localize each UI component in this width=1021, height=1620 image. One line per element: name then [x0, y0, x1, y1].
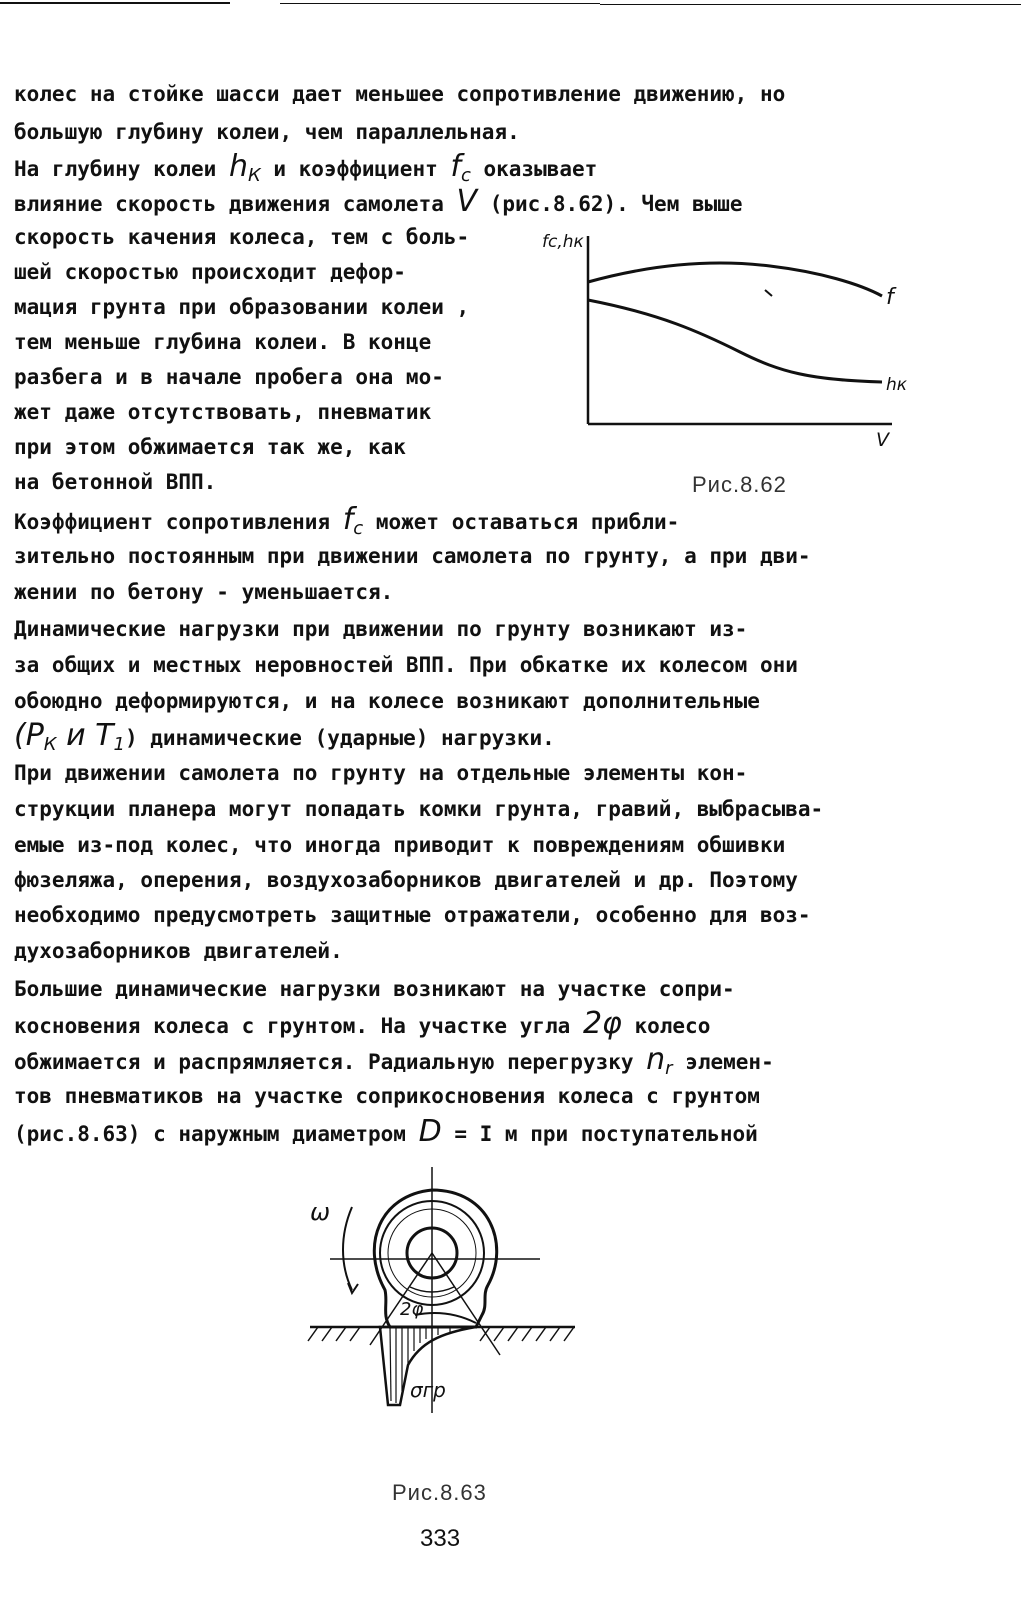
- text-line: [14, 1042, 774, 1083]
- scan-edge-line: [0, 2, 230, 4]
- text-line: [14, 258, 406, 286]
- text-line: [14, 901, 811, 929]
- text-run: влияние скорость движения самолета: [14, 192, 457, 216]
- text-run: элемен-: [672, 1050, 774, 1074]
- omega-label: ω: [310, 1198, 331, 1226]
- text-line: [14, 831, 785, 859]
- math-symbol: и T: [56, 718, 114, 753]
- text-run: емые из-под колес, что иногда приводит к повреждениям обшивки: [14, 833, 786, 857]
- text-line: [14, 502, 680, 543]
- math-subscript: c: [460, 165, 471, 187]
- text-line: [14, 1006, 711, 1041]
- text-run: оказывает: [470, 157, 598, 181]
- text-run: На глубину колеи: [14, 157, 229, 181]
- text-run: зительно постоянным при движении самолета по грунту, а при дви-: [14, 544, 811, 568]
- text-run: шей скоростью происходит дефор-: [14, 260, 406, 284]
- text-line: [14, 184, 743, 219]
- page-number: 333: [420, 1525, 461, 1552]
- figure-8-62-caption: Рис.8.62: [692, 472, 787, 497]
- text-run: Большие динамические нагрузки возникают на участке сопри-: [14, 977, 735, 1001]
- text-line: [14, 149, 598, 190]
- text-line: [14, 223, 469, 251]
- text-line: [14, 398, 431, 426]
- text-run: ) динамические (ударные) нагрузки.: [124, 726, 555, 750]
- math-symbol: D: [418, 1114, 442, 1149]
- text-run: Коэффициент сопротивления: [14, 510, 343, 534]
- figure-8-63: [290, 1165, 610, 1435]
- text-run: необходимо предусмотреть защитные отражатели, особенно для воз-: [14, 903, 811, 927]
- x-axis-label: V: [876, 429, 889, 451]
- math-symbol: n: [646, 1042, 666, 1077]
- math-symbol: V: [456, 184, 478, 219]
- text-run: большую глубину колеи, чем параллельная.: [14, 120, 520, 144]
- text-run: жет даже отсутствовать, пневматик: [14, 400, 432, 424]
- text-run: колес на стойке шасси дает меньшее сопротивление движению, но: [14, 82, 786, 106]
- math-symbol: 2φ: [582, 1006, 622, 1041]
- text-run: фюзеляжа, оперения, воздухозаборников двигателей и др. Поэтому: [14, 868, 798, 892]
- text-run: струкции планера могут попадать комки грунта, гравий, выбрасыва-: [14, 797, 824, 821]
- text-run: жении по бетону - уменьшается.: [14, 580, 394, 604]
- text-run: при этом обжимается так же, как: [14, 435, 406, 459]
- text-run: разбега и в начале пробега она мо-: [14, 365, 444, 389]
- text-line: [14, 687, 760, 715]
- text-run: тов пневматиков на участке соприкосновения колеса с грунтом: [14, 1084, 760, 1108]
- text-run: обоюдно деформируются, и на колесе возникают дополнительные: [14, 689, 760, 713]
- text-line: [14, 118, 520, 146]
- stress-label: σгр: [410, 1378, 446, 1402]
- text-run: тем меньше глубина колеи. В конце: [14, 330, 432, 354]
- text-line: [14, 293, 469, 321]
- math-subscript: К: [247, 165, 261, 187]
- text-line: [14, 975, 735, 1003]
- text-run: обжимается и распрямляется. Радиальную перегрузку: [14, 1050, 647, 1074]
- text-run: духозаборников двигателей.: [14, 939, 343, 963]
- text-line: [14, 651, 798, 679]
- text-run: = I м при поступательной: [441, 1122, 758, 1146]
- math-symbol: (P: [14, 718, 44, 753]
- text-line: [14, 468, 216, 496]
- text-run: (рис.8.63) с наружным диаметром: [14, 1122, 419, 1146]
- math-symbol: f: [450, 149, 461, 184]
- math-subscript: 1: [113, 734, 125, 756]
- text-run: колесо: [621, 1014, 711, 1038]
- y-axis-label: fс,hк: [542, 232, 584, 252]
- text-run: и коэффициент: [260, 157, 451, 181]
- math-subscript: c: [353, 518, 364, 540]
- math-subscript: r: [665, 1058, 673, 1080]
- text-line: [14, 866, 798, 894]
- text-line: [14, 328, 431, 356]
- text-run: Динамические нагрузки при движении по грунту возникают из-: [14, 617, 748, 641]
- text-line: [14, 795, 823, 823]
- text-line: [14, 578, 393, 606]
- text-line: [14, 80, 785, 108]
- text-line: [14, 433, 406, 461]
- text-line: [14, 718, 555, 759]
- math-symbol: h: [228, 149, 248, 184]
- curve-f: [588, 263, 882, 296]
- scan-edge-line: [280, 3, 600, 4]
- text-line: [14, 937, 343, 965]
- angle-label: 2φ: [400, 1299, 424, 1320]
- text-run: скорость качения колеса, тем с боль-: [14, 225, 470, 249]
- curve-h-label: hк: [886, 375, 908, 395]
- figure-8-63-caption: Рис.8.63: [392, 1480, 487, 1505]
- text-run: косновения колеса с грунтом. На участке угла: [14, 1014, 583, 1038]
- text-line: [14, 1082, 760, 1110]
- math-symbol: f: [342, 502, 354, 537]
- text-run: за общих и местных неровностей ВПП. При обкатке их колесом они: [14, 653, 798, 677]
- text-line: [14, 759, 747, 787]
- text-run: может оставаться прибли-: [363, 510, 680, 534]
- text-line: [14, 542, 811, 570]
- text-run: на бетонной ВПП.: [14, 470, 217, 494]
- text-line: [14, 615, 747, 643]
- text-run: (рис.8.62). Чем выше: [477, 192, 743, 216]
- curve-f-label: f: [886, 285, 894, 310]
- math-subscript: К: [43, 734, 57, 756]
- text-line: [14, 363, 444, 391]
- text-run: При движении самолета по грунту на отдельные элементы кон-: [14, 761, 748, 785]
- text-run: мация грунта при образовании колеи ,: [14, 295, 470, 319]
- text-line: [14, 1114, 758, 1149]
- scan-edge-line: [600, 4, 1021, 5]
- figure-8-62: [540, 222, 920, 457]
- curve-hk: [588, 300, 882, 382]
